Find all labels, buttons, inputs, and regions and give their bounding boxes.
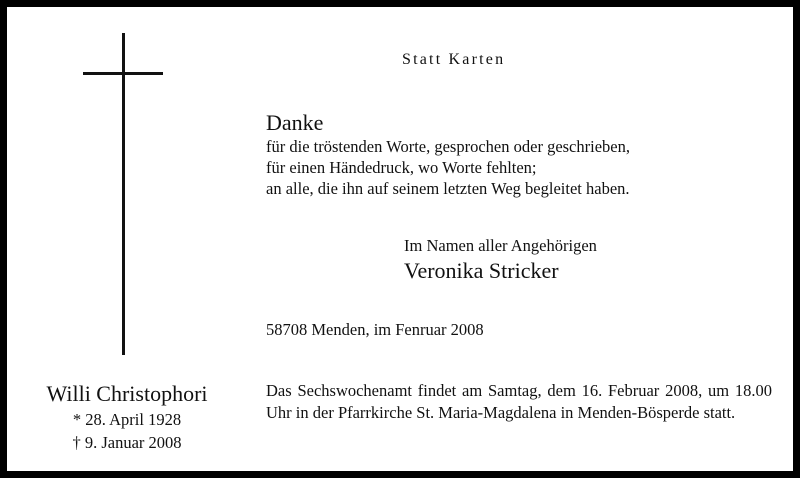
deceased-name: Willi Christophori <box>46 381 208 406</box>
mass-notice: Das Sechswochenamt findet am Samtag, dem 16. Februar 2008, um 18.00 Uhr in der Pfarrkirche St. Maria-Magdalena in Menden-Bösperde statt. <box>266 381 772 422</box>
place-and-date: 58708 Menden, im Fenruar 2008 <box>266 320 484 339</box>
cross-icon-crossbar <box>83 72 163 75</box>
thanks-line: an alle, die ihn auf seinem letzten Weg begleitet haben. <box>266 179 630 198</box>
cross-icon <box>122 33 125 355</box>
birth-date: * 28. April 1928 <box>72 410 182 429</box>
signature-intro: Im Namen aller Angehörigen <box>404 236 597 255</box>
signature-block <box>404 236 597 286</box>
thanks-line: für die tröstenden Worte, gesprochen oder geschrieben, <box>266 137 630 156</box>
signature-name: Veronika Stricker <box>404 258 559 283</box>
death-date: † 9. Januar 2008 <box>72 433 182 452</box>
thanks-line: für einen Händedruck, wo Worte fehlten; <box>266 158 537 177</box>
thanks-title: Danke <box>266 110 324 135</box>
thanks-block <box>266 110 630 199</box>
header-statt-karten: Statt Karten <box>402 51 506 68</box>
deceased-block <box>21 380 233 454</box>
